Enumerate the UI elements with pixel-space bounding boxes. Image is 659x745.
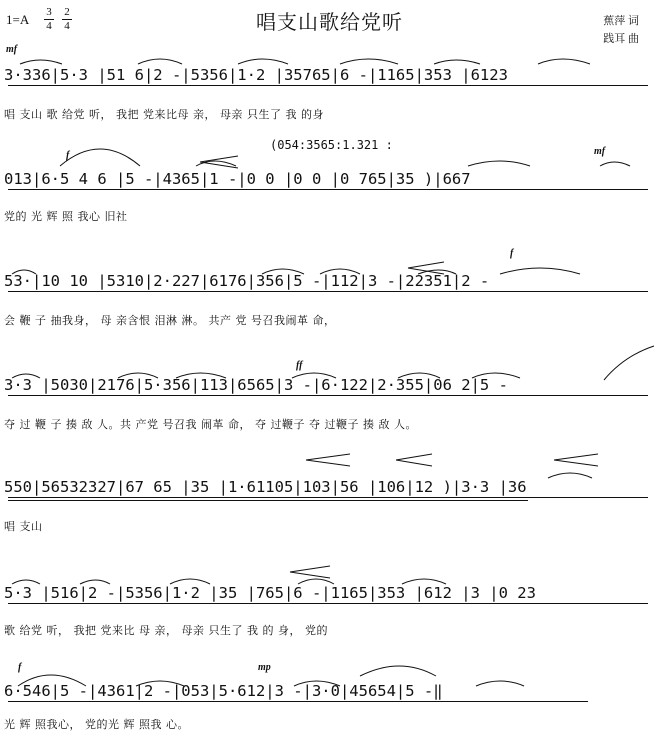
beam-line bbox=[8, 85, 648, 86]
lyricist-credit: 蕉萍 词 bbox=[603, 15, 639, 27]
dynamic-mark: f bbox=[510, 248, 514, 259]
song-title: 唱支山歌给党听 bbox=[256, 12, 403, 34]
dynamic-mark: mf bbox=[594, 146, 606, 157]
notes-line: 3·3 |5030|2176|5·356|113|6565|3 -|6·122|2·355|06 2|5 - bbox=[4, 376, 508, 394]
lyrics-line: 唱 支山 bbox=[4, 520, 43, 533]
lyrics-line: 党的 光 辉 照 我心 旧社 bbox=[4, 210, 128, 223]
notes-line: 013|6·5 4 6 |5 -|4365|1 -|0 0 |0 0 |0 765|35 )|667 bbox=[4, 170, 471, 188]
meter-den: 4 bbox=[64, 20, 70, 32]
beam-line bbox=[8, 189, 648, 190]
meter-num: 2 bbox=[64, 6, 70, 18]
dynamic-mark: mf bbox=[6, 44, 18, 55]
dynamic-mark: f bbox=[66, 150, 70, 161]
lyrics-line: 光 辉 照我心， 党的光 辉 照我 心。 bbox=[4, 718, 189, 731]
beam-line-double bbox=[8, 500, 528, 501]
beam-line bbox=[8, 701, 588, 702]
beam-line bbox=[8, 291, 648, 292]
notes-line: 5·3 |516|2 -|5356|1·2 |35 |765|6 -|1165|353 |612 |3 |0 23 bbox=[4, 584, 536, 602]
lyrics-line: 会 鞭 子 抽我身， 母 亲含恨 泪淋 淋。 共产 党 号召我闹革 命， bbox=[4, 314, 336, 327]
dynamic-mark: f bbox=[18, 662, 22, 673]
key-signature: 1=A bbox=[6, 12, 30, 27]
beam-line bbox=[8, 603, 648, 604]
meter-num: 3 bbox=[46, 6, 52, 18]
dynamic-mark: mp bbox=[258, 662, 271, 673]
meter-den: 4 bbox=[46, 20, 52, 32]
lyrics-line: 唱 支山 歌 给党 听， 我把 党来比母 亲， 母亲 只生了 我 的身 bbox=[4, 108, 324, 121]
intro-notes: (054:3565:1.321 : bbox=[270, 138, 393, 152]
notes-line: 3·336|5·3 |51 6|2 -|5356|1·2 |35765|6 -|1165|353 |6123 bbox=[4, 66, 508, 84]
dynamic-mark: ff bbox=[296, 360, 303, 371]
beam-line bbox=[8, 497, 648, 498]
lyrics-line: 夺 过 鞭 子 揍 敌 人。共 产党 号召我 闹革 命， 夺 过鞭子 夺 过鞭子 揍 敌 人。 bbox=[4, 418, 417, 431]
notes-line: 550|56532327|67 65 |35 |1·61105|103|56 |106|12 )|3·3 |36 bbox=[4, 478, 527, 496]
notes-line: 6·546|5 -|4361|2 -|053|5·612|3 -|3·0|45654|5 -‖ bbox=[4, 682, 443, 700]
notes-line: 53·|10 10 |5310|2·227|6176|356|5 -|112|3 -|22351|2 - bbox=[4, 272, 490, 290]
lyrics-line: 歌 给党 听， 我把 党来比 母 亲， 母亲 只生了 我 的 身， 党的 bbox=[4, 624, 328, 637]
beam-line bbox=[8, 395, 648, 396]
composer-credit: 践耳 曲 bbox=[603, 33, 639, 45]
